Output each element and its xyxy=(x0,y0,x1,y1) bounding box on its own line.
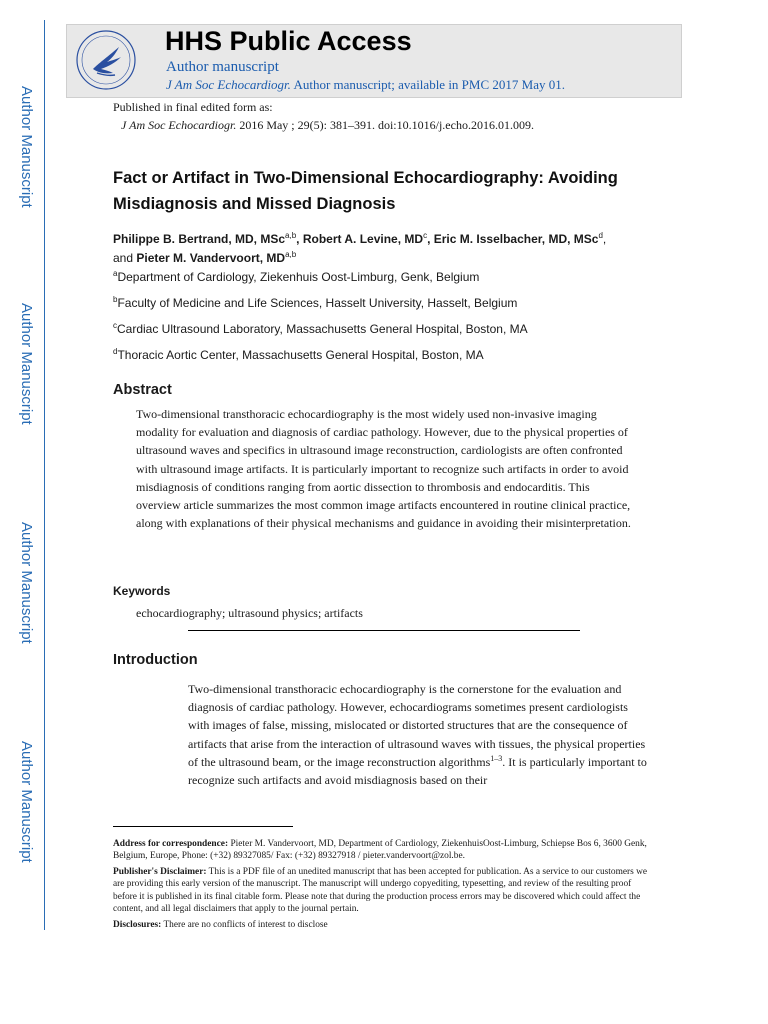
author-affil-marker: a,b xyxy=(285,231,297,240)
abstract-text: Two-dimensional transthoracic echocardiography is the most widely used non-invasive imaging modality for evaluation and diagnosis of cardiac pathology. However, due to the physical properties of ultrasound waves and specifics in ultrasound image reconstruction, cardiologists are often confronted with ultrasound image artifacts. It is particularly important to recognize such artifacts in order to avoid misdiagnosis of conditions ranging from aortic dissection to thrombosis and endocarditis. This overview article summarizes the most common image artifacts encountered in routine clinical practice, along with explanations of their physical mechanisms and guidance in avoiding their misinterpretation. xyxy=(136,407,631,531)
banner-citation xyxy=(166,77,565,93)
author-affil-marker: c xyxy=(423,231,428,240)
published-journal: J Am Soc Echocardiogr. xyxy=(121,118,237,132)
author-separator: , xyxy=(427,232,434,246)
footnote-label: Disclosures: xyxy=(113,920,162,930)
author-manuscript-stamp: Author Manuscript xyxy=(18,522,35,644)
footnote-correspondence xyxy=(113,838,653,863)
introduction-text xyxy=(188,680,650,789)
affiliation-marker: a xyxy=(113,269,118,278)
section-divider xyxy=(188,630,580,631)
footnote-label: Publisher's Disclaimer: xyxy=(113,867,207,877)
affiliation xyxy=(113,296,517,310)
affiliation-marker: c xyxy=(113,321,117,330)
margin-rule xyxy=(44,20,45,930)
affiliation-text: Department of Cardiology, Ziekenhuis Oost-Limburg, Genk, Belgium xyxy=(117,270,480,284)
author-name: Eric M. Isselbacher, MD, MSc xyxy=(433,232,599,246)
affiliation-marker: d xyxy=(113,347,118,356)
published-details: 2016 May ; 29(5): 381–391. doi:10.1016/j.echo.2016.01.009. xyxy=(236,118,534,132)
footnote-text: There are no conflicts of interest to disclose xyxy=(161,920,328,930)
author-and: and xyxy=(113,251,137,265)
article-title: Fact or Artifact in Two-Dimensional Echocardiography: Avoiding Misdiagnosis and Missed Diagnosis xyxy=(113,169,618,213)
author-list xyxy=(113,230,673,268)
hhs-banner xyxy=(66,24,682,98)
intro-text-part: . It is particularly important to recognize such artifacts and avoid misdiagnosis based on their xyxy=(188,754,647,788)
affiliation xyxy=(113,270,479,284)
author-affil-marker: a,b xyxy=(285,250,297,259)
banner-subtitle: Author manuscript xyxy=(166,59,279,75)
author-name: Philippe B. Bertrand, MD, MSc xyxy=(113,232,286,246)
introduction-heading: Introduction xyxy=(113,652,198,668)
footnote-text: Pieter M. Vandervoort, MD, Department of Cardiology, ZiekenhuisOost-Limburg, Schiepse Bos 6, 3600 Genk, Belgium, Europe, Phone: (+32) 89327085/ Fax: (+32) 89327918 / pieter.vandervoort@zol.be. xyxy=(113,839,647,862)
banner-availability: Author manuscript; available in PMC 2017 May 01. xyxy=(290,77,565,92)
author-name: Pieter M. Vandervoort, MD xyxy=(136,251,286,265)
banner-journal: J Am Soc Echocardiogr. xyxy=(166,77,291,92)
footnote-divider xyxy=(113,826,293,827)
author-separator: , xyxy=(602,232,607,246)
abstract-heading: Abstract xyxy=(113,382,172,398)
affiliation-marker: b xyxy=(113,295,118,304)
author-manuscript-stamp: Author Manuscript xyxy=(18,303,35,425)
author-manuscript-stamp: Author Manuscript xyxy=(18,86,35,208)
intro-text-part: Two-dimensional transthoracic echocardiography is the cornerstone for the evaluation and diagnosis of cardiac pathology. However, echocardiograms sometimes present cardiologists with images of false, missing, mislocated or distorted structures that are the consequence of artifacts that arise from the interaction of ultrasound waves with tissues, the physical properties of the ultrasound beam, or the image reconstruction algorithms xyxy=(188,682,646,769)
reference-marker[interactable]: 1–3 xyxy=(490,753,503,763)
published-citation xyxy=(121,118,534,133)
keywords-heading: Keywords xyxy=(113,584,171,598)
affiliation xyxy=(113,322,528,336)
affiliation-text: Cardiac Ultrasound Laboratory, Massachusetts General Hospital, Boston, MA xyxy=(117,322,528,336)
affiliation-text: Faculty of Medicine and Life Sciences, Hasselt University, Hasselt, Belgium xyxy=(117,296,518,310)
footnote-disclosures xyxy=(113,919,653,931)
affiliation-text: Thoracic Aortic Center, Massachusetts General Hospital, Boston, MA xyxy=(117,348,484,362)
author-name: Robert A. Levine, MD xyxy=(302,232,424,246)
footnote-text: This is a PDF file of an unedited manuscript that has been accepted for publication. As a service to our customers we are providing this early version of the manuscript. The manuscript will undergo copyediting, typesetting, and review of the resulting proof before it is published in its final citable form. Please note that during the production process errors may be discovered which could affect the content, and all legal disclaimers that apply to the journal pertain. xyxy=(113,867,648,915)
published-label: Published in final edited form as: xyxy=(113,100,273,114)
affiliation xyxy=(113,348,484,362)
footnote-label: Address for correspondence: xyxy=(113,839,229,849)
hhs-eagle-logo-icon xyxy=(75,29,137,91)
author-manuscript-stamp: Author Manuscript xyxy=(18,741,35,863)
keywords-text: echocardiography; ultrasound physics; artifacts xyxy=(136,606,363,620)
banner-title: HHS Public Access xyxy=(165,26,412,56)
author-separator: , xyxy=(296,232,303,246)
footnote-disclaimer xyxy=(113,866,653,916)
author-affil-marker: d xyxy=(598,231,603,240)
